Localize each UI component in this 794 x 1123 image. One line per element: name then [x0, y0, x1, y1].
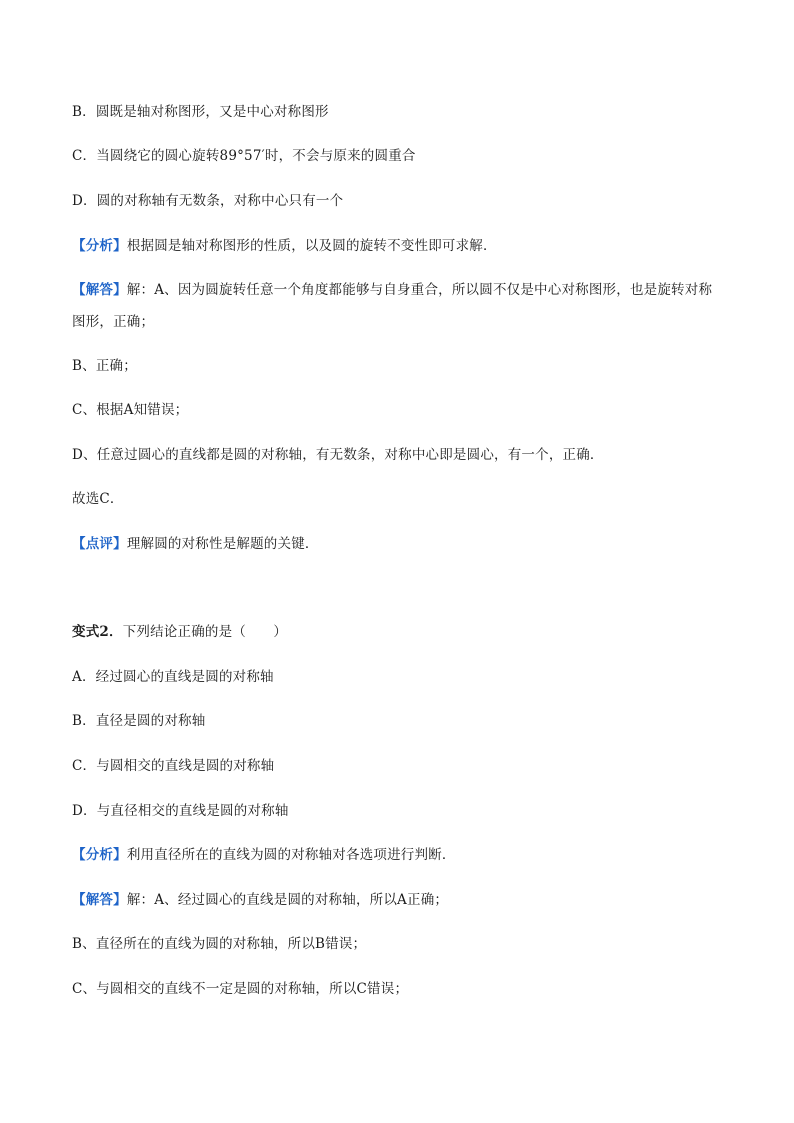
variant2-label: 变式2．	[72, 624, 123, 640]
answer-tag: 【解答】	[72, 282, 127, 298]
answer-line-4: C、根据A知错误；	[72, 402, 189, 418]
option-b: B．圆既是轴对称图形，又是中心对称图形	[72, 104, 329, 120]
variant2-analysis-line	[72, 846, 456, 864]
variant2-stem	[72, 623, 287, 641]
answer-conclusion: 故选C．	[72, 491, 124, 507]
analysis-tag: 【分析】	[72, 238, 127, 254]
answer-line-2: 图形，正确；	[72, 314, 155, 330]
answer-text-1: 解：A、因为圆旋转任意一个角度都能够与自身重合，所以圆不仅是中心对称图形，也是旋转对称	[126, 282, 713, 298]
variant2-answer-text-1: 解：A、经过圆心的直线是圆的对称轴，所以A正确；	[126, 892, 449, 908]
variant2-option-a: A．经过圆心的直线是圆的对称轴	[72, 669, 274, 685]
variant2-option-c: C．与圆相交的直线是圆的对称轴	[72, 758, 275, 774]
answer-line-3: B、正确；	[72, 358, 137, 374]
variant2-answer-line-1	[72, 891, 448, 909]
variant2-analysis-tag: 【分析】	[72, 847, 127, 863]
comment-line	[72, 535, 319, 553]
option-d: D．圆的对称轴有无数条，对称中心只有一个	[72, 193, 344, 209]
comment-tag: 【点评】	[72, 536, 127, 552]
answer-line-5: D、任意过圆心的直线都是圆的对称轴，有无数条，对称中心即是圆心，有一个，正确．	[72, 447, 604, 463]
variant2-answer-tag: 【解答】	[72, 892, 127, 908]
variant2-option-b: B．直径是圆的对称轴	[72, 713, 206, 729]
analysis-text: 根据圆是轴对称图形的性质，以及圆的旋转不变性即可求解．	[126, 238, 497, 254]
analysis-line	[72, 237, 497, 255]
variant2-question: 下列结论正确的是（ ）	[122, 624, 288, 640]
comment-text: 理解圆的对称性是解题的关键．	[126, 536, 319, 552]
variant2-answer-line-2: B、直径所在的直线为圆的对称轴，所以B错误；	[72, 936, 367, 952]
answer-line-1	[72, 281, 712, 299]
variant2-analysis-text: 利用直径所在的直线为圆的对称轴对各选项进行判断．	[126, 847, 456, 863]
variant2-answer-line-3: C、与圆相交的直线不一定是圆的对称轴，所以C错误；	[72, 981, 409, 997]
option-c: C．当圆绕它的圆心旋转89°57′时，不会与原来的圆重合	[72, 148, 416, 164]
variant2-option-d: D．与直径相交的直线是圆的对称轴	[72, 803, 289, 819]
